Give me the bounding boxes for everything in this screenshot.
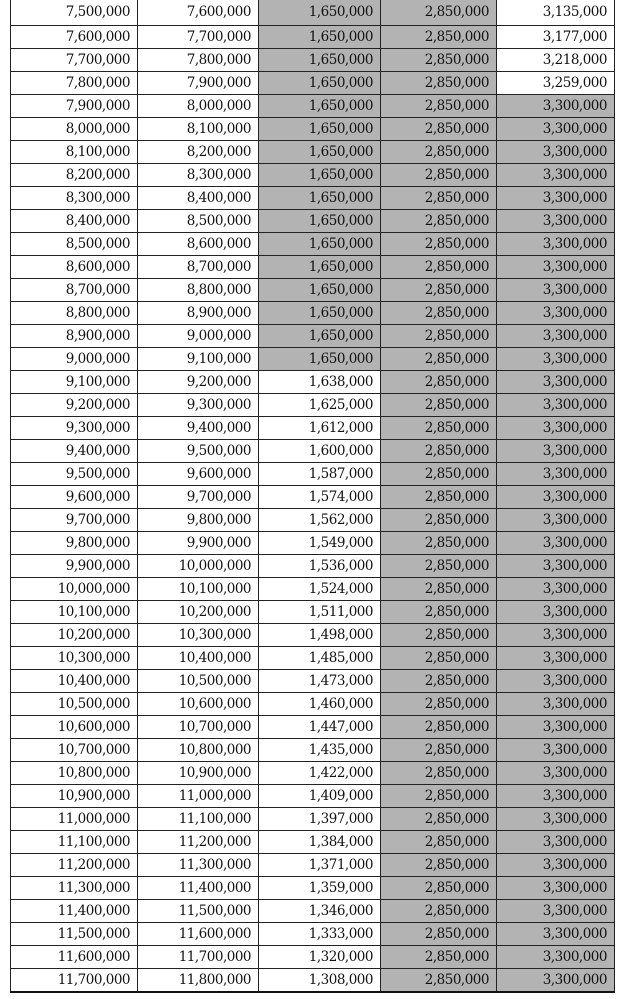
table-row (11, 118, 615, 141)
income-to-cell: 9,200,000 (138, 371, 259, 394)
income-from-cell: 11,100,000 (11, 831, 138, 854)
column-3-cell: 1,650,000 (259, 72, 381, 95)
table-row (11, 969, 615, 993)
column-4-cell: 2,850,000 (381, 854, 497, 877)
table-row (11, 463, 615, 486)
column-3-cell: 1,435,000 (259, 739, 381, 762)
income-to-cell: 10,100,000 (138, 578, 259, 601)
income-from-cell: 8,100,000 (11, 141, 138, 164)
income-from-cell: 9,000,000 (11, 348, 138, 371)
income-to-cell: 8,300,000 (138, 164, 259, 187)
column-3-cell: 1,650,000 (259, 256, 381, 279)
table-row (11, 854, 615, 877)
income-from-cell: 7,800,000 (11, 72, 138, 95)
column-3-cell: 1,562,000 (259, 509, 381, 532)
column-5-cell: 3,300,000 (497, 762, 615, 785)
table-row (11, 739, 615, 762)
column-3-cell: 1,359,000 (259, 877, 381, 900)
income-from-cell: 11,400,000 (11, 900, 138, 923)
income-to-cell: 8,600,000 (138, 233, 259, 256)
column-5-cell: 3,300,000 (497, 325, 615, 348)
income-to-cell: 8,900,000 (138, 302, 259, 325)
column-5-cell: 3,300,000 (497, 486, 615, 509)
column-5-cell: 3,300,000 (497, 440, 615, 463)
column-5-cell: 3,300,000 (497, 371, 615, 394)
income-to-cell: 11,300,000 (138, 854, 259, 877)
income-to-cell: 11,400,000 (138, 877, 259, 900)
table-body (11, 0, 615, 992)
column-3-cell: 1,650,000 (259, 279, 381, 302)
column-5-cell: 3,300,000 (497, 601, 615, 624)
income-to-cell: 11,100,000 (138, 808, 259, 831)
column-5-cell: 3,300,000 (497, 739, 615, 762)
column-3-cell: 1,473,000 (259, 670, 381, 693)
column-4-cell: 2,850,000 (381, 532, 497, 555)
column-4-cell: 2,850,000 (381, 670, 497, 693)
income-from-cell: 7,700,000 (11, 49, 138, 72)
table-row (11, 647, 615, 670)
income-to-cell: 10,900,000 (138, 762, 259, 785)
column-3-cell: 1,612,000 (259, 417, 381, 440)
income-to-cell: 11,500,000 (138, 900, 259, 923)
table-row (11, 95, 615, 118)
column-5-cell: 3,300,000 (497, 302, 615, 325)
column-5-cell: 3,300,000 (497, 785, 615, 808)
column-5-cell: 3,300,000 (497, 900, 615, 923)
income-to-cell: 9,300,000 (138, 394, 259, 417)
column-4-cell: 2,850,000 (381, 371, 497, 394)
column-3-cell: 1,650,000 (259, 302, 381, 325)
column-3-cell: 1,650,000 (259, 0, 381, 26)
column-4-cell: 2,850,000 (381, 440, 497, 463)
table-row (11, 371, 615, 394)
table-row (11, 923, 615, 946)
column-5-cell: 3,300,000 (497, 624, 615, 647)
income-from-cell: 11,200,000 (11, 854, 138, 877)
column-3-cell: 1,409,000 (259, 785, 381, 808)
column-5-cell: 3,300,000 (497, 164, 615, 187)
income-to-cell: 9,500,000 (138, 440, 259, 463)
column-5-cell: 3,300,000 (497, 256, 615, 279)
income-to-cell: 7,900,000 (138, 72, 259, 95)
column-3-cell: 1,650,000 (259, 233, 381, 256)
column-5-cell: 3,300,000 (497, 969, 615, 993)
column-3-cell: 1,650,000 (259, 348, 381, 371)
column-5-cell: 3,300,000 (497, 118, 615, 141)
table-row (11, 578, 615, 601)
column-4-cell: 2,850,000 (381, 26, 497, 49)
column-3-cell: 1,524,000 (259, 578, 381, 601)
column-5-cell: 3,300,000 (497, 348, 615, 371)
income-from-cell: 10,700,000 (11, 739, 138, 762)
column-5-cell: 3,300,000 (497, 95, 615, 118)
column-3-cell: 1,650,000 (259, 210, 381, 233)
column-3-cell: 1,320,000 (259, 946, 381, 969)
column-4-cell: 2,850,000 (381, 118, 497, 141)
income-to-cell: 10,400,000 (138, 647, 259, 670)
column-5-cell: 3,300,000 (497, 233, 615, 256)
column-3-cell: 1,650,000 (259, 118, 381, 141)
income-from-cell: 11,000,000 (11, 808, 138, 831)
column-4-cell: 2,850,000 (381, 49, 497, 72)
column-5-cell: 3,300,000 (497, 417, 615, 440)
income-from-cell: 9,700,000 (11, 509, 138, 532)
column-4-cell: 2,850,000 (381, 325, 497, 348)
income-from-cell: 10,200,000 (11, 624, 138, 647)
table-row (11, 164, 615, 187)
income-to-cell: 11,000,000 (138, 785, 259, 808)
column-5-cell: 3,300,000 (497, 877, 615, 900)
income-from-cell: 11,600,000 (11, 946, 138, 969)
column-3-cell: 1,574,000 (259, 486, 381, 509)
column-4-cell: 2,850,000 (381, 601, 497, 624)
column-3-cell: 1,371,000 (259, 854, 381, 877)
table-row (11, 486, 615, 509)
income-to-cell: 8,700,000 (138, 256, 259, 279)
income-to-cell: 9,800,000 (138, 509, 259, 532)
column-4-cell: 2,850,000 (381, 72, 497, 95)
column-4-cell: 2,850,000 (381, 716, 497, 739)
column-4-cell: 2,850,000 (381, 762, 497, 785)
income-from-cell: 9,300,000 (11, 417, 138, 440)
table-row (11, 49, 615, 72)
column-4-cell: 2,850,000 (381, 417, 497, 440)
income-to-cell: 10,600,000 (138, 693, 259, 716)
column-3-cell: 1,600,000 (259, 440, 381, 463)
income-to-cell: 11,800,000 (138, 969, 259, 993)
column-4-cell: 2,850,000 (381, 279, 497, 302)
income-from-cell: 7,500,000 (11, 0, 138, 26)
income-from-cell: 10,800,000 (11, 762, 138, 785)
column-5-cell: 3,300,000 (497, 693, 615, 716)
income-to-cell: 10,700,000 (138, 716, 259, 739)
income-from-cell: 11,700,000 (11, 969, 138, 993)
column-5-cell: 3,300,000 (497, 141, 615, 164)
table-row (11, 348, 615, 371)
table-row (11, 417, 615, 440)
column-5-cell: 3,300,000 (497, 808, 615, 831)
column-5-cell: 3,300,000 (497, 578, 615, 601)
column-5-cell: 3,135,000 (497, 0, 615, 26)
table-row (11, 72, 615, 95)
income-to-cell: 9,600,000 (138, 463, 259, 486)
column-4-cell: 2,850,000 (381, 831, 497, 854)
table-row (11, 210, 615, 233)
column-5-cell: 3,300,000 (497, 923, 615, 946)
table-row (11, 785, 615, 808)
income-to-cell: 8,400,000 (138, 187, 259, 210)
income-from-cell: 10,000,000 (11, 578, 138, 601)
column-4-cell: 2,850,000 (381, 739, 497, 762)
income-from-cell: 10,500,000 (11, 693, 138, 716)
column-3-cell: 1,536,000 (259, 555, 381, 578)
column-5-cell: 3,300,000 (497, 394, 615, 417)
table-row (11, 394, 615, 417)
table-row (11, 762, 615, 785)
income-to-cell: 11,700,000 (138, 946, 259, 969)
table-row (11, 187, 615, 210)
column-5-cell: 3,300,000 (497, 555, 615, 578)
income-to-cell: 11,200,000 (138, 831, 259, 854)
column-5-cell: 3,300,000 (497, 279, 615, 302)
income-from-cell: 8,600,000 (11, 256, 138, 279)
column-5-cell: 3,300,000 (497, 854, 615, 877)
column-4-cell: 2,850,000 (381, 486, 497, 509)
column-4-cell: 2,850,000 (381, 463, 497, 486)
income-from-cell: 10,600,000 (11, 716, 138, 739)
column-5-cell: 3,300,000 (497, 946, 615, 969)
income-from-cell: 8,500,000 (11, 233, 138, 256)
column-3-cell: 1,650,000 (259, 164, 381, 187)
table-row (11, 440, 615, 463)
table-row (11, 601, 615, 624)
column-4-cell: 2,850,000 (381, 555, 497, 578)
column-3-cell: 1,650,000 (259, 141, 381, 164)
income-from-cell: 10,400,000 (11, 670, 138, 693)
income-from-cell: 8,800,000 (11, 302, 138, 325)
income-from-cell: 10,100,000 (11, 601, 138, 624)
table-row (11, 256, 615, 279)
column-3-cell: 1,485,000 (259, 647, 381, 670)
income-from-cell: 8,400,000 (11, 210, 138, 233)
income-to-cell: 7,800,000 (138, 49, 259, 72)
column-5-cell: 3,300,000 (497, 463, 615, 486)
column-3-cell: 1,650,000 (259, 49, 381, 72)
column-5-cell: 3,218,000 (497, 49, 615, 72)
table-row (11, 693, 615, 716)
income-from-cell: 9,500,000 (11, 463, 138, 486)
column-5-cell: 3,300,000 (497, 187, 615, 210)
column-3-cell: 1,308,000 (259, 969, 381, 993)
table-row (11, 624, 615, 647)
income-from-cell: 11,500,000 (11, 923, 138, 946)
income-from-cell: 11,300,000 (11, 877, 138, 900)
table-row (11, 302, 615, 325)
income-from-cell: 8,900,000 (11, 325, 138, 348)
table-row (11, 509, 615, 532)
income-to-cell: 10,000,000 (138, 555, 259, 578)
column-3-cell: 1,549,000 (259, 532, 381, 555)
income-from-cell: 10,900,000 (11, 785, 138, 808)
table-row (11, 670, 615, 693)
income-from-cell: 10,300,000 (11, 647, 138, 670)
column-5-cell: 3,300,000 (497, 647, 615, 670)
income-to-cell: 9,400,000 (138, 417, 259, 440)
column-5-cell: 3,300,000 (497, 509, 615, 532)
column-3-cell: 1,638,000 (259, 371, 381, 394)
income-to-cell: 10,500,000 (138, 670, 259, 693)
column-3-cell: 1,650,000 (259, 26, 381, 49)
column-4-cell: 2,850,000 (381, 509, 497, 532)
table-row (11, 26, 615, 49)
income-to-cell: 7,700,000 (138, 26, 259, 49)
column-4-cell: 2,850,000 (381, 256, 497, 279)
column-3-cell: 1,460,000 (259, 693, 381, 716)
income-to-cell: 9,100,000 (138, 348, 259, 371)
income-from-cell: 7,900,000 (11, 95, 138, 118)
table-row (11, 716, 615, 739)
table-row (11, 532, 615, 555)
table-row (11, 325, 615, 348)
table-row (11, 946, 615, 969)
column-4-cell: 2,850,000 (381, 302, 497, 325)
column-3-cell: 1,625,000 (259, 394, 381, 417)
table-row (11, 279, 615, 302)
column-3-cell: 1,650,000 (259, 325, 381, 348)
column-5-cell: 3,300,000 (497, 532, 615, 555)
column-3-cell: 1,447,000 (259, 716, 381, 739)
column-4-cell: 2,850,000 (381, 969, 497, 993)
table-row (11, 877, 615, 900)
income-to-cell: 9,000,000 (138, 325, 259, 348)
column-5-cell: 3,259,000 (497, 72, 615, 95)
income-from-cell: 9,200,000 (11, 394, 138, 417)
column-4-cell: 2,850,000 (381, 0, 497, 26)
income-to-cell: 10,200,000 (138, 601, 259, 624)
column-4-cell: 2,850,000 (381, 348, 497, 371)
income-from-cell: 7,600,000 (11, 26, 138, 49)
income-to-cell: 9,900,000 (138, 532, 259, 555)
column-4-cell: 2,850,000 (381, 923, 497, 946)
income-to-cell: 7,600,000 (138, 0, 259, 26)
column-4-cell: 2,850,000 (381, 693, 497, 716)
income-to-cell: 8,500,000 (138, 210, 259, 233)
column-3-cell: 1,384,000 (259, 831, 381, 854)
table-row (11, 900, 615, 923)
income-to-cell: 11,600,000 (138, 923, 259, 946)
income-to-cell: 8,100,000 (138, 118, 259, 141)
income-to-cell: 8,000,000 (138, 95, 259, 118)
column-3-cell: 1,511,000 (259, 601, 381, 624)
income-from-cell: 9,900,000 (11, 555, 138, 578)
column-4-cell: 2,850,000 (381, 233, 497, 256)
table-row (11, 831, 615, 854)
income-from-cell: 9,400,000 (11, 440, 138, 463)
income-from-cell: 9,800,000 (11, 532, 138, 555)
income-from-cell: 9,600,000 (11, 486, 138, 509)
column-3-cell: 1,333,000 (259, 923, 381, 946)
column-3-cell: 1,587,000 (259, 463, 381, 486)
column-4-cell: 2,850,000 (381, 187, 497, 210)
column-4-cell: 2,850,000 (381, 946, 497, 969)
income-to-cell: 8,200,000 (138, 141, 259, 164)
table-row (11, 141, 615, 164)
income-from-cell: 9,100,000 (11, 371, 138, 394)
column-4-cell: 2,850,000 (381, 578, 497, 601)
income-bracket-table (10, 0, 615, 993)
column-5-cell: 3,300,000 (497, 210, 615, 233)
income-to-cell: 10,800,000 (138, 739, 259, 762)
income-from-cell: 8,000,000 (11, 118, 138, 141)
income-from-cell: 8,200,000 (11, 164, 138, 187)
column-4-cell: 2,850,000 (381, 141, 497, 164)
income-from-cell: 8,700,000 (11, 279, 138, 302)
column-4-cell: 2,850,000 (381, 95, 497, 118)
table-row (11, 808, 615, 831)
column-3-cell: 1,498,000 (259, 624, 381, 647)
column-5-cell: 3,300,000 (497, 670, 615, 693)
table-row (11, 0, 615, 26)
table-row (11, 233, 615, 256)
column-4-cell: 2,850,000 (381, 808, 497, 831)
income-to-cell: 8,800,000 (138, 279, 259, 302)
income-from-cell: 8,300,000 (11, 187, 138, 210)
column-5-cell: 3,300,000 (497, 831, 615, 854)
column-4-cell: 2,850,000 (381, 624, 497, 647)
column-5-cell: 3,177,000 (497, 26, 615, 49)
income-to-cell: 9,700,000 (138, 486, 259, 509)
column-4-cell: 2,850,000 (381, 785, 497, 808)
column-5-cell: 3,300,000 (497, 716, 615, 739)
column-3-cell: 1,650,000 (259, 187, 381, 210)
column-3-cell: 1,397,000 (259, 808, 381, 831)
column-4-cell: 2,850,000 (381, 164, 497, 187)
column-4-cell: 2,850,000 (381, 877, 497, 900)
column-4-cell: 2,850,000 (381, 900, 497, 923)
income-to-cell: 10,300,000 (138, 624, 259, 647)
table-row (11, 555, 615, 578)
column-3-cell: 1,650,000 (259, 95, 381, 118)
column-4-cell: 2,850,000 (381, 394, 497, 417)
column-4-cell: 2,850,000 (381, 210, 497, 233)
column-3-cell: 1,422,000 (259, 762, 381, 785)
column-4-cell: 2,850,000 (381, 647, 497, 670)
column-3-cell: 1,346,000 (259, 900, 381, 923)
